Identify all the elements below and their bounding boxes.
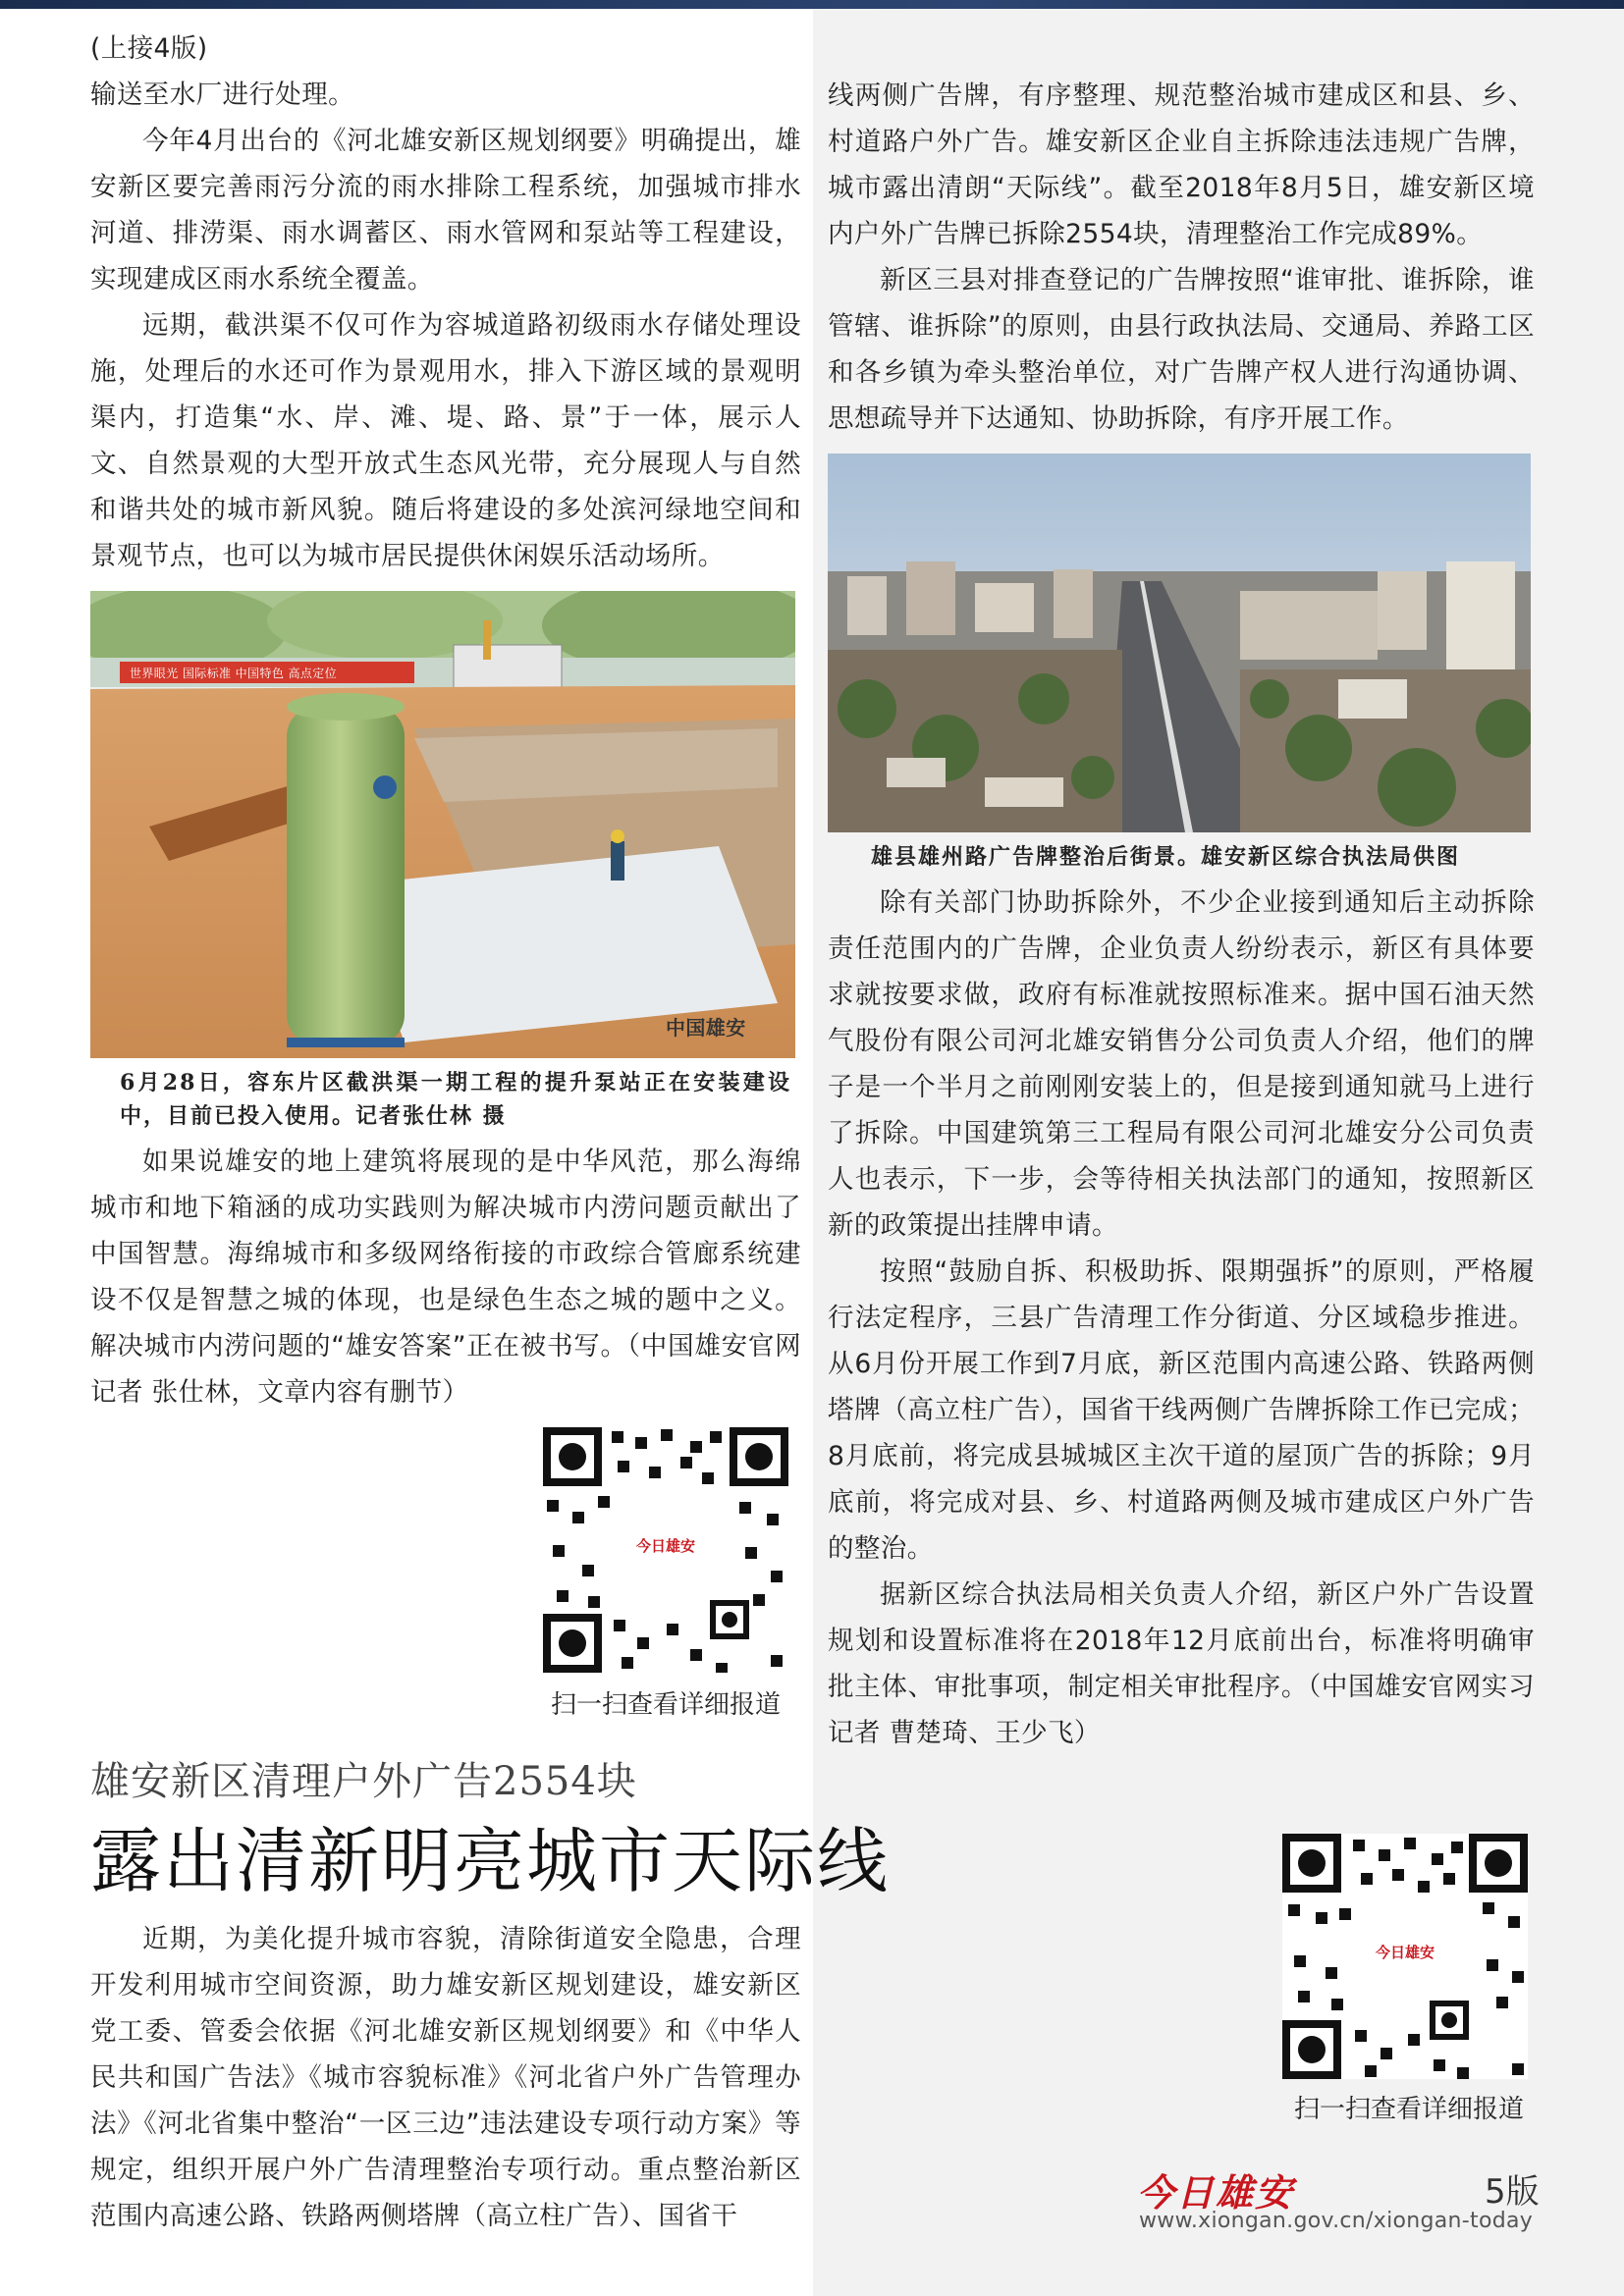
watermark: 中国雄安 xyxy=(666,1016,746,1040)
paragraph: 如果说雄安的地上建筑将展现的是中华风范，那么海绵城市和地下箱涵的成功实践则为解决城市内涝问题贡献出了中国智慧。海绵城市和多级网络衔接的市政综合管廊系统建设不仅是智慧之城的体现，也是绿色生态之城的题中之义。解决城市内涝问题的“雄安答案”正在被书写。（中国雄安官网记者 张仕林，文章内容有删节） xyxy=(90,1147,801,1408)
article2-column xyxy=(90,1916,801,2239)
qr-badge: 今日雄安 xyxy=(635,1537,696,1555)
qr-code-right[interactable] xyxy=(1282,1834,1528,2079)
pump-station-photo xyxy=(90,591,795,1058)
paragraph: 按照“鼓励自拆、积极助拆、限期强拆”的原则，严格履行法定程序，三县广告清理工作分街道、分区域稳步推进。从6月份开展工作到7月底，新区范围内高速公路、铁路两侧塔牌（高立柱广告），国省干线两侧广告牌拆除工作已完成；8月底前，将完成县城城区主次干道的屋顶广告的拆除；9月底前，将完成对县、乡、村道路两侧及城市建成区户外广告的整治。 xyxy=(828,1256,1535,1564)
article-subtitle: 雄安新区清理户外广告2554块 xyxy=(90,1759,637,1804)
photo-caption: 6月28日，容东片区截洪渠一期工程的提升泵站正在安装建设中，目前已投入使用。记者张仕林 摄 xyxy=(120,1070,791,1129)
page-number: 5版 xyxy=(1485,2172,1540,2212)
article-title: 露出清新明亮城市天际线 xyxy=(90,1820,891,1902)
street-photo xyxy=(828,454,1531,832)
paragraph: 输送至水厂进行处理。 xyxy=(90,80,354,110)
newspaper-logo: 今日雄安 xyxy=(1137,2170,1295,2215)
qr-badge: 今日雄安 xyxy=(1375,1944,1435,1961)
paragraph: 近期，为美化提升城市容貌，清除街道安全隐患，合理开发利用城市空间资源，助力雄安新区规划建设，雄安新区党工委、管委会依据《河北雄安新区规划纲要》和《中华人民共和国广告法》《城市容貌标准》《河北省户外广告管理办法》《河北省集中整治“一区三边”违法建设专项行动方案》等规定，组织开展户外广告清理整治专项行动。重点整治新区范围内高速公路、铁路两侧塔牌（高立柱广告）、国省干 xyxy=(90,1924,801,2231)
continued-note: (上接4版) xyxy=(90,33,208,64)
paragraph: 除有关部门协助拆除外，不少企业接到通知后主动拆除责任范围内的广告牌，企业负责人纷纷表示，新区有具体要求就按要求做，政府有标准就按照标准来。据中国石油天然气股份有限公司河北雄安销售分公司负责人介绍，他们的牌子是一个半月之前刚刚安装上的，但是接到通知就马上进行了拆除。中国建筑第三工程局有限公司河北雄安分公司负责人也表示，下一步，会等待相关执法部门的通知，按照新区新的政策提出挂牌申请。 xyxy=(828,887,1535,1241)
qr-code-left[interactable] xyxy=(543,1427,788,1673)
footer-url[interactable]: www.xiongan.gov.cn/xiongan-today xyxy=(1139,2209,1534,2233)
qr-caption: 扫一扫查看详细报道 xyxy=(550,1690,781,1720)
banner-text: 世界眼光 国际标准 中国特色 高点定位 xyxy=(130,667,338,680)
left-column xyxy=(90,26,801,1415)
paragraph: 线两侧广告牌，有序整理、规范整治城市建成区和县、乡、村道路户外广告。雄安新区企业自主拆除违法违规广告牌，城市露出清朗“天际线”。截至2018年8月5日，雄安新区境内户外广告牌已拆除2554块，清理整治工作完成89%。 xyxy=(828,80,1535,249)
qr-caption: 扫一扫查看详细报道 xyxy=(1293,2095,1524,2124)
right-column xyxy=(828,73,1535,1756)
paragraph: 今年4月出台的《河北雄安新区规划纲要》明确提出，雄安新区要完善雨污分流的雨水排除工程系统，加强城市排水河道、排涝渠、雨水调蓄区、雨水管网和泵站等工程建设，实现建成区雨水系统全覆盖。 xyxy=(90,126,801,294)
top-color-bar xyxy=(0,0,1624,9)
photo-caption: 雄县雄州路广告牌整治后街景。雄安新区综合执法局供图 xyxy=(871,844,1461,870)
paragraph: 远期，截洪渠不仅可作为容城道路初级雨水存储处理设施，处理后的水还可作为景观用水，排入下游区域的景观明渠内，打造集“水、岸、滩、堤、路、景”于一体，展示人文、自然景观的大型开放式生态风光带，充分展现人与自然和谐共处的城市新风貌。随后将建设的多处滨河绿地空间和景观节点，也可以为城市居民提供休闲娱乐活动场所。 xyxy=(90,310,801,571)
paragraph: 新区三县对排查登记的广告牌按照“谁审批、谁拆除，谁管辖、谁拆除”的原则，由县行政执法局、交通局、养路工区和各乡镇为牵头整治单位，对广告牌产权人进行沟通协调、思想疏导并下达通知、协助拆除，有序开展工作。 xyxy=(828,265,1535,434)
paragraph: 据新区综合执法局相关负责人介绍，新区户外广告设置规划和设置标准将在2018年12月底前出台，标准将明确审批主体、审批事项，制定相关审批程序。（中国雄安官网实习记者 曹楚琦、王少飞） xyxy=(828,1579,1535,1748)
